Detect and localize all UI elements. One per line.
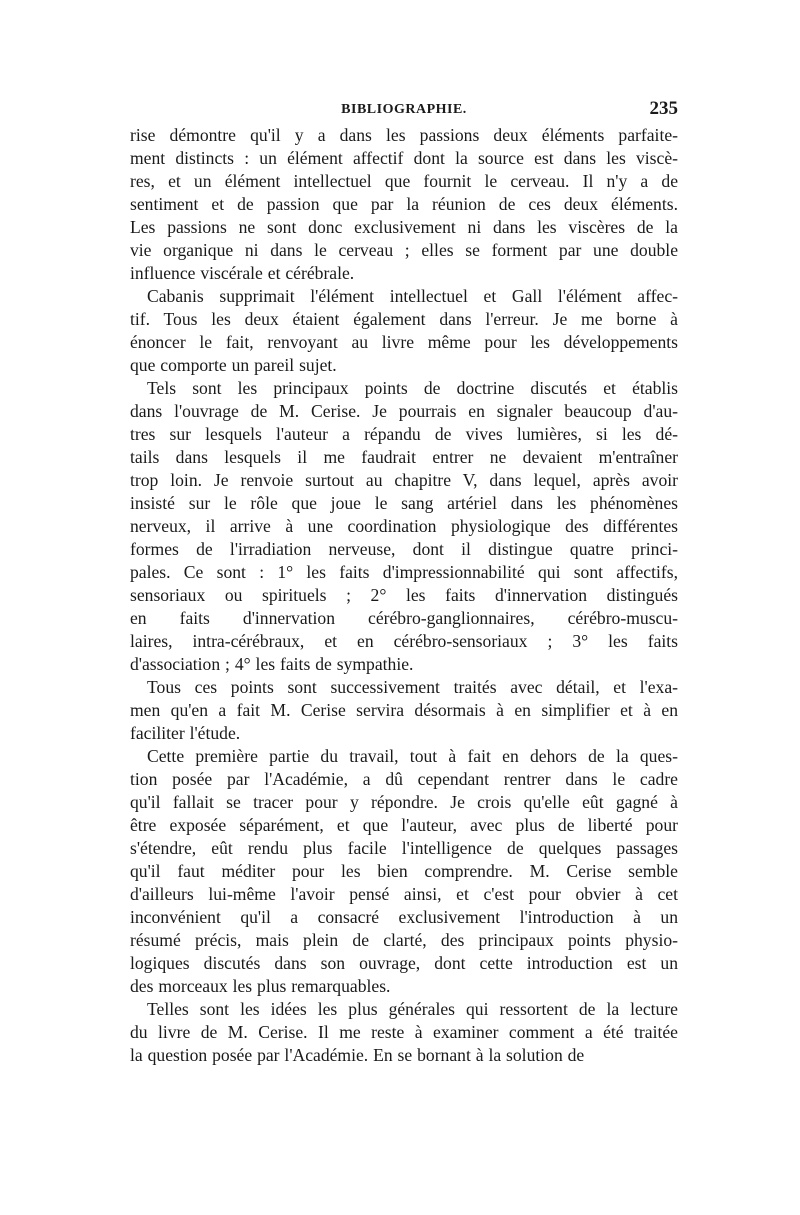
paragraph — [130, 998, 678, 1067]
text-line: men qu'en a fait M. Cerise servira désormais à en simplifier et à en — [130, 700, 678, 720]
text-line: d'ailleurs lui-même l'avoir pensé ainsi, et c'est pour obvier à cet — [130, 884, 678, 904]
text-line: rise démontre qu'il y a dans les passions deux éléments parfaite- — [130, 125, 678, 145]
body-text — [130, 124, 678, 1067]
text-line: des morceaux les plus remarquables. — [130, 976, 391, 996]
text-line: trop loin. Je renvoie surtout au chapitre V, dans lequel, après avoir — [130, 470, 678, 490]
text-line: sensoriaux ou spirituels ; 2° les faits d'innervation distingués — [130, 585, 678, 605]
text-line: Les passions ne sont donc exclusivement ni dans les viscères de la — [130, 217, 678, 237]
text-line: Tous ces points sont successivement traités avec détail, et l'exa- — [147, 677, 678, 697]
running-head — [130, 98, 678, 120]
text-line: vie organique ni dans le cerveau ; elles se forment par une double — [130, 240, 678, 260]
text-line: Cette première partie du travail, tout à fait en dehors de la ques- — [147, 746, 678, 766]
text-line: énoncer le fait, renvoyant au livre même pour les développements — [130, 332, 678, 352]
text-line: résumé précis, mais plein de clarté, des principaux points physio- — [130, 930, 678, 950]
text-line: insisté sur le rôle que joue le sang artériel dans les phénomènes — [130, 493, 678, 513]
paragraph — [130, 676, 678, 745]
text-line: s'étendre, eût rendu plus facile l'intelligence de quelques passages — [130, 838, 678, 858]
page-number: 235 — [649, 98, 678, 119]
text-line: dans l'ouvrage de M. Cerise. Je pourrais en signaler beaucoup d'au- — [130, 401, 678, 421]
text-line: que comporte un pareil sujet. — [130, 355, 337, 375]
text-line: laires, intra-cérébraux, et en cérébro-sensoriaux ; 3° les faits — [130, 631, 678, 651]
book-page — [130, 98, 678, 1067]
text-line: nerveux, il arrive à une coordination physiologique des différentes — [130, 516, 678, 536]
text-line: logiques discutés dans son ouvrage, dont cette introduction est un — [130, 953, 678, 973]
paragraph — [130, 124, 678, 285]
text-line: Telles sont les idées les plus générales qui ressortent de la lecture — [147, 999, 678, 1019]
text-line: inconvénient qu'il a consacré exclusivement l'introduction à un — [130, 907, 678, 927]
text-line: influence viscérale et cérébrale. — [130, 263, 355, 283]
text-line: res, et un élément intellectuel que fournit le cerveau. Il n'y a de — [130, 171, 678, 191]
text-line: la question posée par l'Académie. En se bornant à la solution de — [130, 1045, 585, 1065]
text-line: tres sur lesquels l'auteur a répandu de vives lumières, si les dé- — [130, 424, 678, 444]
text-line: tif. Tous les deux étaient également dans l'erreur. Je me borne à — [130, 309, 678, 329]
paragraph — [130, 377, 678, 676]
text-line: qu'il fallait se tracer pour y répondre. Je crois qu'elle eût gagné à — [130, 792, 678, 812]
text-line: pales. Ce sont : 1° les faits d'impressionnabilité qui sont affectifs, — [130, 562, 678, 582]
text-line: du livre de M. Cerise. Il me reste à examiner comment a été traitée — [130, 1022, 678, 1042]
text-line: en faits d'innervation cérébro-ganglionnaires, cérébro-muscu- — [130, 608, 678, 628]
paragraph — [130, 285, 678, 377]
text-line: ment distincts : un élément affectif dont la source est dans les viscè- — [130, 148, 678, 168]
text-line: faciliter l'étude. — [130, 723, 241, 743]
text-line: Tels sont les principaux points de doctrine discutés et établis — [147, 378, 678, 398]
paragraph — [130, 745, 678, 998]
text-line: tion posée par l'Académie, a dû cependant rentrer dans le cadre — [130, 769, 678, 789]
running-title: BIBLIOGRAPHIE. — [341, 102, 467, 117]
text-line: qu'il faut méditer pour les bien comprendre. M. Cerise semble — [130, 861, 678, 881]
text-line: d'association ; 4° les faits de sympathie. — [130, 654, 414, 674]
text-line: être exposée séparément, et que l'auteur, avec plus de liberté pour — [130, 815, 678, 835]
text-line: Cabanis supprimait l'élément intellectuel et Gall l'élément affec- — [147, 286, 678, 306]
text-line: tails dans lesquels il me faudrait entrer ne devaient m'entraîner — [130, 447, 678, 467]
text-line: sentiment et de passion que par la réunion de ces deux éléments. — [130, 194, 678, 214]
text-line: formes de l'irradiation nerveuse, dont il distingue quatre princi- — [130, 539, 678, 559]
